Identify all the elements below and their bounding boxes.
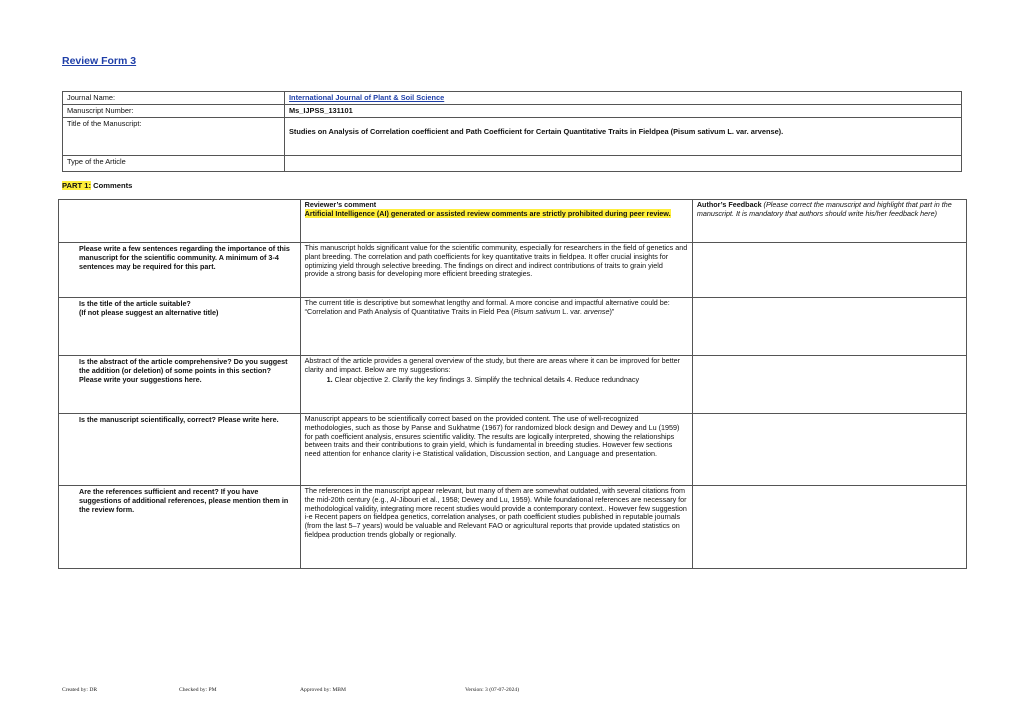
feedback-references[interactable]: [692, 486, 966, 569]
feedback-abstract[interactable]: [692, 356, 966, 414]
question-abstract: Is the abstract of the article comprehensive? Do you suggest the addition (or deletion) of some points in this section? Please write your suggestions here.: [59, 356, 301, 414]
part1-suffix: Comments: [90, 181, 133, 190]
comment-title-text: The current title is descriptive but somewhat lengthy and formal. A more concise and impactful alternative could be:: [304, 298, 670, 307]
article-type-value: [285, 156, 962, 172]
manuscript-number-label: Manuscript Number:: [63, 105, 285, 118]
manuscript-title-label: Title of the Manuscript:: [63, 118, 285, 156]
manuscript-number-value: Ms_IJPSS_131101: [285, 105, 962, 118]
question-scientific: Is the manuscript scientifically, correct? Please write here.: [59, 414, 301, 486]
author-feedback-title: Author’s Feedback: [696, 200, 762, 209]
question-importance: Please write a few sentences regarding the importance of this manuscript for the scientific community. A minimum of 3-4 sentences may be required for this part.: [59, 243, 301, 298]
footer-created: Created by: DR: [62, 687, 98, 693]
abstract-suggestions-list: [305, 376, 688, 385]
manuscript-title-value: Studies on Analysis of Correlation coefficient and Path Coefficient for Certain Quantitative Traits in Fieldpea (Pisum sativum L. var. arvense).: [285, 118, 962, 156]
feedback-scientific[interactable]: [692, 414, 966, 486]
journal-label: Journal Name:: [63, 92, 285, 105]
footer-checked: Checked by: PM: [179, 687, 217, 693]
footer-version: Version: 3 (07-07-2024): [465, 687, 520, 693]
reviewer-comment-title: Reviewer’s comment: [304, 200, 377, 209]
reviewer-comment-header: [300, 200, 692, 243]
part1-heading: [62, 181, 132, 190]
table-row: [59, 356, 967, 414]
author-feedback-header: [692, 200, 966, 243]
feedback-importance[interactable]: [692, 243, 966, 298]
footer-approved: Approved by: MBM: [300, 687, 346, 693]
comment-importance: This manuscript holds significant value for the scientific community, especially for researchers in the field of genetics and plant breeding. The correlation and path coefficients for key quantitative traits in fieldpea. It offer crucial insights for optimizing yield through selective breeding. The findings on direct and indirect contributions of traits to grain yield provide a strong basis for developing more efficient breeding strategies.: [300, 243, 692, 298]
feedback-title[interactable]: [692, 298, 966, 356]
table-row: [59, 486, 967, 569]
question-references: Are the references sufficient and recent? If you have suggestions of additional references, please mention them in the review form.: [59, 486, 301, 569]
journal-row: [63, 92, 962, 105]
suggested-title: “Correlation and Path Analysis of Quantitative Traits in Field Pea (Pisum sativum L. var. arvense)”: [304, 306, 615, 316]
table-row: [59, 298, 967, 356]
comment-abstract-text: Abstract of the article provides a general overview of the study, but there are areas where it can be improved for better clarity and impact. Below are my suggestions:: [304, 356, 681, 374]
journal-value-cell: [285, 92, 962, 105]
table-row: [59, 414, 967, 486]
ai-warning: Artificial Intelligence (AI) generated or assisted review comments are strictly prohibited during peer review.: [304, 208, 671, 218]
question-title: Is the title of the article suitable? (If not please suggest an alternative title): [59, 298, 301, 356]
article-type-label: Type of the Article: [63, 156, 285, 172]
article-type-row: [63, 156, 962, 172]
comment-title: [300, 298, 692, 356]
author-feedback-note: (Please correct the manuscript and highlight that part in the manuscript. It is mandatory that authors should write his/her feedback here): [696, 200, 952, 218]
comment-references: The references in the manuscript appear relevant, but many of them are somewhat outdated, with several citations from the mid-20th century (e.g., Al-Jibouri et al., 1958; Dewey and Lu, 1959). While foundational references are necessary for methodological validity, integrating more recent studies would provide a contemporary context.. However few suggestion i-e Recent papers on fieldpea genetics, correlation analyses, or path coefficient studies published in reputable journals (from the last 5–7 years) would be valuable and Relevant FAO or agricultural reports that provide updated statistics on fieldpea production trends globally or regionally.: [300, 486, 692, 569]
comments-table: [58, 199, 967, 569]
header-empty-cell: [59, 200, 301, 243]
comment-abstract: [300, 356, 692, 414]
journal-link[interactable]: International Journal of Plant & Soil Science: [289, 93, 445, 102]
part1-label: PART 1:: [62, 181, 91, 190]
form-title: Review Form 3: [62, 55, 137, 67]
manuscript-info-table: [62, 91, 962, 172]
manuscript-number-row: [63, 105, 962, 118]
list-item: 1. Clear objective 2. Clarify the key findings 3. Simplify the technical details 4. Reduce redundnacy: [335, 376, 688, 385]
comments-header-row: [59, 200, 967, 243]
comment-scientific: Manuscript appears to be scientifically correct based on the provided content. The use of well-recognized methodologies, such as those by Panse and Sukhatme (1967) for randomized block design and Dewey and Lu (1959) for path coefficient analysis, ensures scientific validity. The results are logically interpreted, showing the relationships between traits and their contributions to grain yield, which is fundamental in breeding studies. However few sections need attention for enhance clarity i-e Statistical validation, Discussion section, and Language and presentation.: [300, 414, 692, 486]
manuscript-title-row: [63, 118, 962, 156]
table-row: [59, 243, 967, 298]
